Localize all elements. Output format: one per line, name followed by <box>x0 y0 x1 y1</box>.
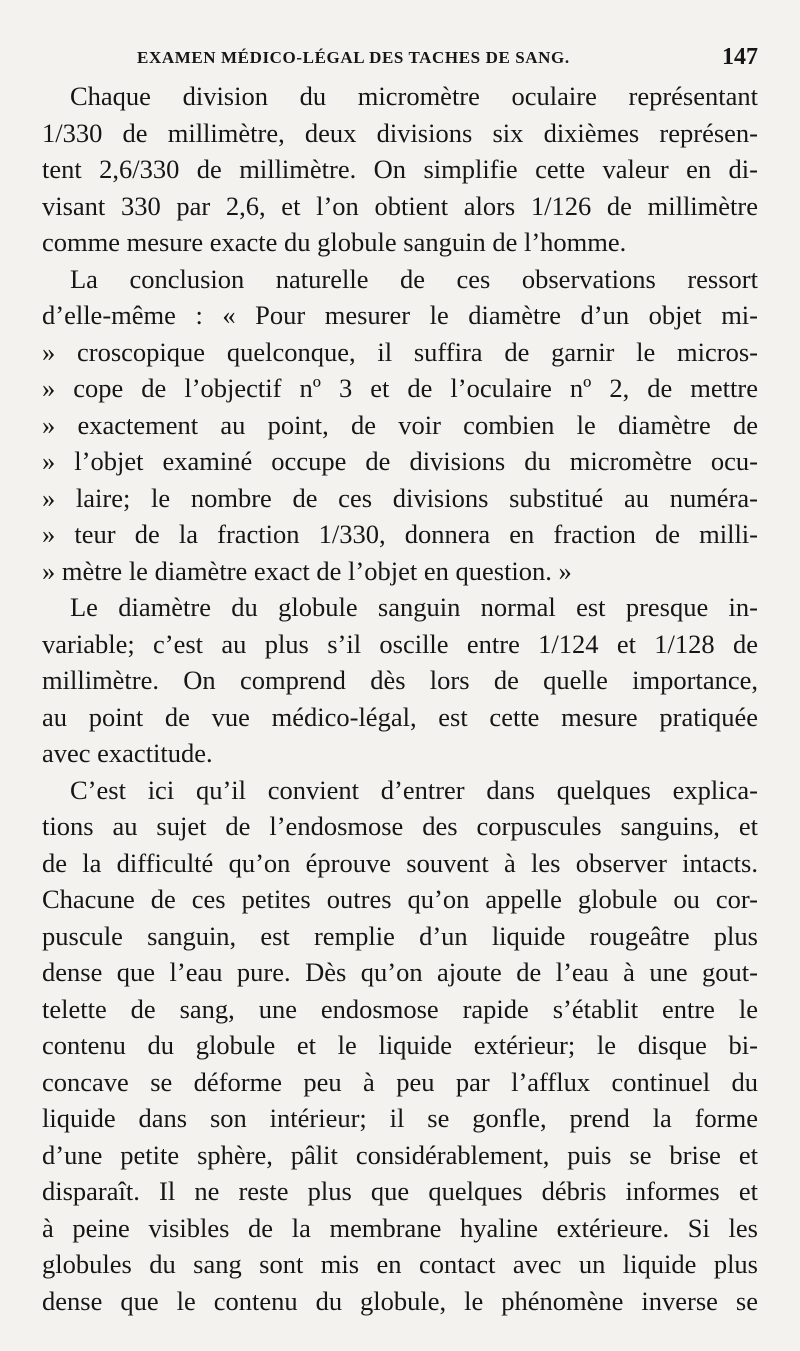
text-line: tent 2,6/330 de millimètre. On simplifie cette valeur en di- <box>42 154 758 184</box>
text-line: Le diamètre du globule sanguin normal est presque in- <box>70 592 758 622</box>
text-line: au point de vue médico-légal, est cette mesure pratiquée <box>42 701 758 732</box>
text-line: variable; c’est au plus s’il oscille entre 1/124 et 1/128 de <box>42 628 758 659</box>
text-line: » croscopique quelconque, il suffira de garnir le micros- <box>42 336 758 367</box>
text-line: » laire; le nombre de ces divisions substitué au numéra- <box>42 482 758 513</box>
text-line: d’une petite sphère, pâlit considérablement, puis se brise et <box>42 1139 758 1170</box>
running-head: EXAMEN MÉDICO-LÉGAL DES TACHES DE SANG. <box>137 48 570 67</box>
text-line: comme mesure exacte du globule sanguin de l’homme. <box>42 227 627 257</box>
text-line: telette de sang, une endosmose rapide s’établit entre le <box>42 993 758 1024</box>
text-line: Chacune de ces petites outres qu’on appelle globule ou cor- <box>42 884 758 914</box>
text-line: visant 330 par 2,6, et l’on obtient alors 1/126 de millimètre <box>42 190 758 221</box>
text-line: contenu du globule et le liquide extérieur; le disque bi- <box>42 1030 758 1060</box>
text-line: d’elle-même : « Pour mesurer le diamètre d’un objet mi- <box>42 300 758 330</box>
text-line: disparaît. Il ne reste plus que quelques débris informes et <box>42 1176 758 1206</box>
text-line: avec exactitude. <box>42 738 213 768</box>
text-line: C’est ici qu’il convient d’entrer dans quelques explica- <box>70 774 758 805</box>
text-line: » teur de la fraction 1/330, donnera en fraction de milli- <box>42 519 758 549</box>
text-line: tions au sujet de l’endosmose des corpuscules sanguins, et <box>42 811 758 841</box>
text-line: » cope de l’objectif nº 3 et de l’oculaire nº 2, de mettre <box>42 373 758 403</box>
text-line: Chaque division du micromètre oculaire représentant <box>70 81 758 111</box>
text-line: à peine visibles de la membrane hyaline extérieure. Si les <box>42 1212 758 1243</box>
text-line: dense que le contenu du globule, le phénomène inverse se <box>42 1285 758 1316</box>
text-line: de la difficulté qu’on éprouve souvent à les observer intacts. <box>42 847 758 878</box>
page-number: 147 <box>722 44 758 70</box>
text-line: La conclusion naturelle de ces observations ressort <box>70 263 758 294</box>
body-text <box>42 78 758 1319</box>
text-line: » l’objet examiné occupe de divisions du micromètre ocu- <box>42 446 758 476</box>
page-header <box>42 40 758 78</box>
text-line: » exactement au point, de voir combien le diamètre de <box>42 409 758 440</box>
text-line: 1/330 de millimètre, deux divisions six dixièmes représen- <box>42 117 758 148</box>
text-line: dense que l’eau pure. Dès qu’on ajoute de l’eau à une gout- <box>42 957 758 987</box>
text-line: millimètre. On comprend dès lors de quelle importance, <box>42 665 758 695</box>
text-line: » mètre le diamètre exact de l’objet en question. » <box>42 555 572 586</box>
text-line: puscule sanguin, est remplie d’un liquide rougeâtre plus <box>42 920 758 951</box>
text-line: concave se déforme peu à peu par l’afflux continuel du <box>42 1066 758 1097</box>
text-line: liquide dans son intérieur; il se gonfle, prend la forme <box>42 1103 758 1133</box>
text-line: globules du sang sont mis en contact avec un liquide plus <box>42 1249 758 1279</box>
